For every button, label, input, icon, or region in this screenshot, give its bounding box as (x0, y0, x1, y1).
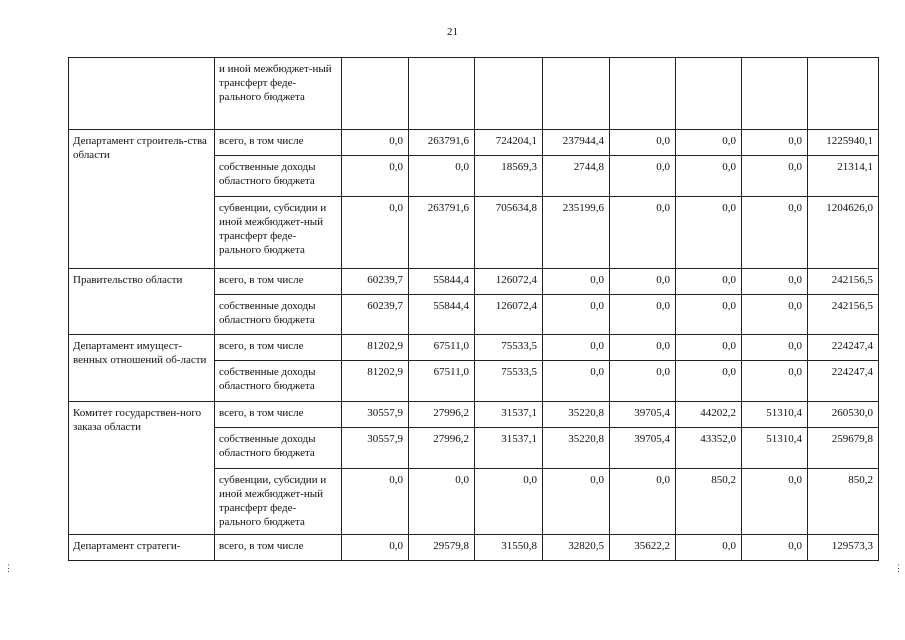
value-cell: 850,2 (676, 469, 742, 535)
value-cell (543, 58, 610, 130)
value-cell: 35622,2 (610, 535, 676, 561)
value-cell: 242156,5 (808, 269, 879, 295)
value-cell: 242156,5 (808, 295, 879, 335)
value-cell: 0,0 (342, 469, 409, 535)
value-cell: 67511,0 (409, 361, 475, 402)
value-cell: 27996,2 (409, 402, 475, 428)
value-cell: 81202,9 (342, 361, 409, 402)
table-row (69, 130, 879, 156)
value-cell: 0,0 (475, 469, 543, 535)
value-cell: 0,0 (543, 335, 610, 361)
value-cell: 55844,4 (409, 295, 475, 335)
org-cell: Правительство области (69, 269, 215, 335)
value-cell (409, 58, 475, 130)
org-cell (69, 58, 215, 130)
table-row (69, 535, 879, 561)
value-cell: 0,0 (676, 197, 742, 269)
value-cell: 0,0 (676, 535, 742, 561)
funding-type-cell: собственные доходы областного бюджета (215, 361, 342, 402)
value-cell: 1225940,1 (808, 130, 879, 156)
value-cell: 1204626,0 (808, 197, 879, 269)
funding-type-cell: всего, в том числе (215, 269, 342, 295)
value-cell (742, 58, 808, 130)
value-cell: 0,0 (610, 130, 676, 156)
value-cell: 0,0 (742, 156, 808, 197)
value-cell: 81202,9 (342, 335, 409, 361)
value-cell: 0,0 (676, 156, 742, 197)
value-cell: 31550,8 (475, 535, 543, 561)
org-cell: Комитет государствен-ного заказа области (69, 402, 215, 535)
value-cell: 39705,4 (610, 428, 676, 469)
value-cell: 35220,8 (543, 428, 610, 469)
value-cell: 0,0 (543, 295, 610, 335)
value-cell: 75533,5 (475, 335, 543, 361)
value-cell: 29579,8 (409, 535, 475, 561)
value-cell: 21314,1 (808, 156, 879, 197)
value-cell: 51310,4 (742, 428, 808, 469)
value-cell: 0,0 (610, 269, 676, 295)
value-cell: 0,0 (742, 535, 808, 561)
value-cell: 18569,3 (475, 156, 543, 197)
funding-type-cell: всего, в том числе (215, 535, 342, 561)
value-cell: 0,0 (409, 469, 475, 535)
value-cell: 0,0 (610, 361, 676, 402)
value-cell: 0,0 (610, 197, 676, 269)
value-cell: 0,0 (342, 130, 409, 156)
value-cell: 724204,1 (475, 130, 543, 156)
value-cell: 260530,0 (808, 402, 879, 428)
value-cell: 0,0 (676, 295, 742, 335)
value-cell: 0,0 (742, 361, 808, 402)
value-cell: 263791,6 (409, 130, 475, 156)
value-cell: 126072,4 (475, 295, 543, 335)
value-cell: 30557,9 (342, 428, 409, 469)
value-cell: 850,2 (808, 469, 879, 535)
value-cell: 126072,4 (475, 269, 543, 295)
value-cell: 60239,7 (342, 269, 409, 295)
value-cell: 705634,8 (475, 197, 543, 269)
funding-type-cell: всего, в том числе (215, 130, 342, 156)
table-row (69, 58, 879, 130)
value-cell: 0,0 (610, 156, 676, 197)
value-cell: 39705,4 (610, 402, 676, 428)
value-cell (342, 58, 409, 130)
value-cell (676, 58, 742, 130)
left-edge-mark: ⋮ (4, 563, 13, 573)
value-cell: 237944,4 (543, 130, 610, 156)
value-cell: 31537,1 (475, 428, 543, 469)
value-cell: 75533,5 (475, 361, 543, 402)
funding-type-cell: собственные доходы областного бюджета (215, 428, 342, 469)
funding-type-cell: и иной межбюджет-ный трансферт феде-рального бюджета (215, 58, 342, 130)
value-cell: 0,0 (543, 469, 610, 535)
value-cell: 0,0 (543, 361, 610, 402)
value-cell: 129573,3 (808, 535, 879, 561)
value-cell (475, 58, 543, 130)
org-cell: Департамент строитель-ства области (69, 130, 215, 269)
org-cell: Департамент стратеги- (69, 535, 215, 561)
value-cell: 51310,4 (742, 402, 808, 428)
value-cell: 0,0 (742, 130, 808, 156)
org-cell: Департамент имущест-венных отношений об-ласти (69, 335, 215, 402)
value-cell: 43352,0 (676, 428, 742, 469)
value-cell (610, 58, 676, 130)
value-cell: 0,0 (742, 335, 808, 361)
value-cell: 67511,0 (409, 335, 475, 361)
value-cell: 30557,9 (342, 402, 409, 428)
value-cell: 0,0 (676, 335, 742, 361)
funding-type-cell: всего, в том числе (215, 402, 342, 428)
value-cell: 0,0 (676, 361, 742, 402)
value-cell: 35220,8 (543, 402, 610, 428)
value-cell: 0,0 (610, 335, 676, 361)
value-cell: 0,0 (742, 469, 808, 535)
funding-type-cell: собственные доходы областного бюджета (215, 295, 342, 335)
value-cell: 0,0 (610, 469, 676, 535)
value-cell: 0,0 (342, 535, 409, 561)
funding-type-cell: всего, в том числе (215, 335, 342, 361)
value-cell: 32820,5 (543, 535, 610, 561)
right-edge-mark: ⋮ (894, 563, 903, 573)
funding-type-cell: субвенции, субсидии и иной межбюджет-ный трансферт феде-рального бюджета (215, 197, 342, 269)
value-cell: 0,0 (342, 197, 409, 269)
value-cell: 0,0 (742, 197, 808, 269)
table-row (69, 335, 879, 361)
value-cell: 0,0 (676, 130, 742, 156)
funding-type-cell: субвенции, субсидии и иной межбюджет-ный трансферт феде-рального бюджета (215, 469, 342, 535)
value-cell: 0,0 (676, 269, 742, 295)
value-cell: 27996,2 (409, 428, 475, 469)
value-cell: 44202,2 (676, 402, 742, 428)
value-cell: 224247,4 (808, 335, 879, 361)
value-cell: 0,0 (742, 295, 808, 335)
value-cell: 31537,1 (475, 402, 543, 428)
value-cell: 235199,6 (543, 197, 610, 269)
value-cell: 224247,4 (808, 361, 879, 402)
page-number: 21 (447, 26, 458, 38)
value-cell: 60239,7 (342, 295, 409, 335)
value-cell: 0,0 (342, 156, 409, 197)
value-cell: 2744,8 (543, 156, 610, 197)
table-row (69, 402, 879, 428)
value-cell: 263791,6 (409, 197, 475, 269)
value-cell: 0,0 (543, 269, 610, 295)
value-cell (808, 58, 879, 130)
table-row (69, 269, 879, 295)
value-cell: 259679,8 (808, 428, 879, 469)
value-cell: 55844,4 (409, 269, 475, 295)
value-cell: 0,0 (409, 156, 475, 197)
value-cell: 0,0 (742, 269, 808, 295)
budget-table (68, 57, 879, 561)
funding-type-cell: собственные доходы областного бюджета (215, 156, 342, 197)
value-cell: 0,0 (610, 295, 676, 335)
